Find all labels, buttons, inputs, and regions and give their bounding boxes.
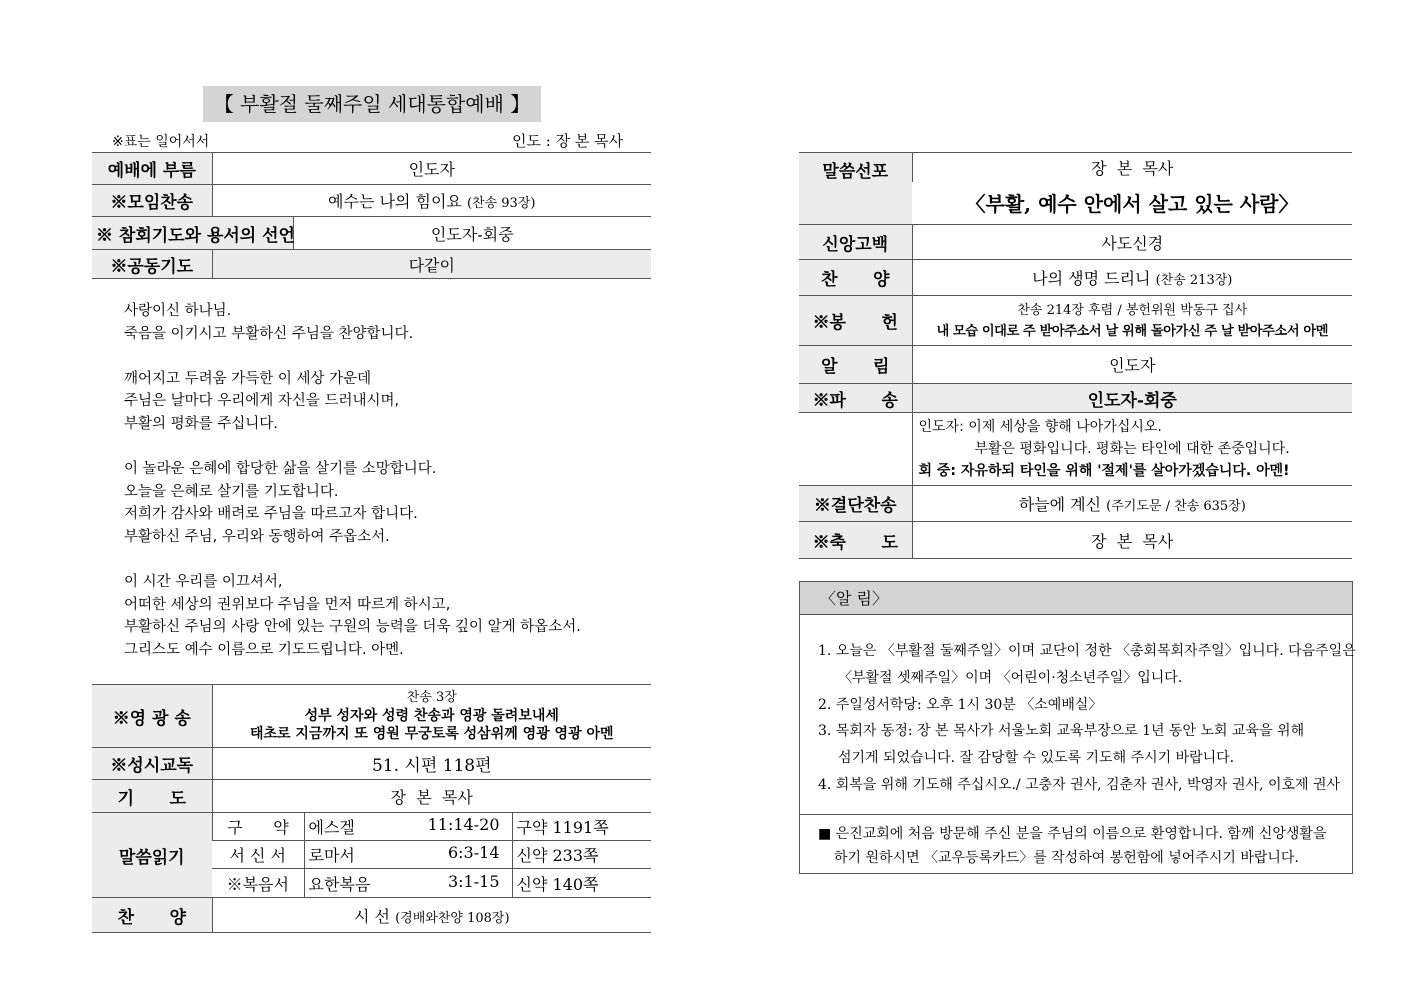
page-title: 【 부활절 둘째주일 세대통합예배 】 bbox=[203, 86, 541, 122]
row-value: 인도자 bbox=[212, 153, 651, 185]
order-row-announcements bbox=[799, 346, 1352, 384]
standing-note: ※표는 일어서서 bbox=[112, 134, 210, 150]
order-row-creed bbox=[799, 225, 1352, 260]
notice-item: 4. 회복을 위해 기도해 주십시오./ 고충자 권사, 김춘자 권사, 박영자 권사, 이호제 권사 bbox=[818, 776, 1341, 793]
row-label: ※봉 헌 bbox=[799, 296, 912, 346]
row-label: ※파 송 bbox=[799, 384, 912, 413]
prayer-line: 이 놀라운 은혜에 합당한 삶을 살기를 소망합니다. bbox=[124, 461, 437, 478]
closing-hymn-title: 하늘에 계신 bbox=[1018, 495, 1102, 514]
row-label: ※축 도 bbox=[799, 522, 912, 559]
order-row-prayer bbox=[92, 780, 651, 813]
prayer-line: 이 시간 우리를 이끄셔서, bbox=[124, 574, 283, 591]
notice-item: 섬기게 되었습니다. 잘 감당할 수 있도록 기도해 주시기 바랍니다. bbox=[838, 750, 1235, 767]
order-row-common-prayer bbox=[92, 250, 651, 279]
row-label: 알 림 bbox=[799, 346, 912, 384]
order-row-offering bbox=[799, 296, 1352, 346]
prayer-line: 부활하신 주님의 사랑 안에 있는 구원의 능력을 더욱 깊이 알게 하옵소서. bbox=[124, 619, 581, 636]
reading-page: 구약 1191쪽 bbox=[512, 813, 651, 841]
order-row-sermon bbox=[799, 153, 1352, 182]
row-label: 기 도 bbox=[92, 780, 212, 813]
row-label: ※모임찬송 bbox=[92, 185, 212, 217]
gloria-line-1: 성부 성자와 성령 찬송과 영광 돌려보내세 bbox=[304, 708, 559, 724]
row-value bbox=[912, 260, 1352, 296]
row-label: 예배에 부름 bbox=[92, 153, 212, 185]
sermon-preacher: 장 본 목사 bbox=[912, 153, 1352, 182]
gloria-hymn-number: 찬송 3장 bbox=[406, 690, 457, 705]
reading-book: 요한복음 bbox=[308, 874, 371, 894]
order-row-confession bbox=[92, 217, 651, 250]
row-label: 말씀선포 bbox=[799, 153, 912, 225]
prayer-line: 저희가 감사와 배려로 주님을 따르고자 합니다. bbox=[124, 506, 418, 523]
row-label: 신앙고백 bbox=[799, 225, 912, 260]
hymn-title: 예수는 나의 힘이요 bbox=[328, 192, 462, 211]
reading-passage bbox=[304, 869, 512, 898]
row-value: 51. 시편 118편 bbox=[212, 748, 651, 780]
reading-kind: 서 신 서 bbox=[212, 841, 304, 869]
notice-item: 〈부활절 셋째주일〉이며 〈어린이·청소년주일〉입니다. bbox=[838, 669, 1183, 686]
anthem-title: 나의 생명 드리니 bbox=[1032, 269, 1151, 288]
prayer-line: 사랑이신 하나님. bbox=[124, 303, 232, 319]
row-label: ※ 참회기도와 용서의 선언 bbox=[92, 217, 293, 250]
notice-item: 3. 목회자 동정: 장 본 목사가 서울노회 교육부장으로 1년 동안 노회 교육을 위해 bbox=[818, 723, 1305, 740]
order-row-gloria bbox=[92, 685, 651, 748]
row-value bbox=[212, 685, 651, 748]
prayer-line: 오늘을 은혜로 살기를 기도합니다. bbox=[124, 483, 339, 500]
sermon-title: 〈부활, 예수 안에서 살고 있는 사람〉 bbox=[912, 182, 1352, 225]
row-label: 말씀읽기 bbox=[92, 813, 212, 898]
notice-list bbox=[818, 638, 1356, 799]
order-row-sending bbox=[799, 384, 1352, 413]
anthem-source: (경배와찬양 108장) bbox=[395, 910, 510, 926]
reading-kind: ※복음서 bbox=[212, 869, 304, 898]
leader-line: 인도 : 장 본 목사 bbox=[512, 132, 624, 150]
order-row-benediction bbox=[799, 522, 1352, 559]
row-value: 장 본 목사 bbox=[912, 522, 1352, 559]
row-value: 사도신경 bbox=[912, 225, 1352, 260]
prayer-line: 부활의 평화를 주십니다. bbox=[124, 415, 278, 432]
notice-title: 〈알 림〉 bbox=[800, 582, 1352, 615]
gloria-line-2: 태초로 지금까지 또 영원 무궁토록 성삼위께 영광 영광 아멘 bbox=[249, 726, 614, 742]
notice-divider bbox=[800, 814, 1352, 815]
row-value bbox=[212, 898, 651, 933]
prayer-line: 그리스도 예수 이름으로 기도드립니다. 아멘. bbox=[124, 641, 404, 658]
row-value: 다같이 bbox=[212, 250, 651, 279]
prayer-line: 깨어지고 두려움 가득한 이 세상 가운데 bbox=[124, 370, 372, 387]
order-row-closing-hymn bbox=[799, 486, 1352, 522]
row-value: 인도자 bbox=[912, 346, 1352, 384]
reading-book: 로마서 bbox=[308, 846, 355, 865]
reading-passage bbox=[304, 813, 512, 841]
row-value bbox=[912, 296, 1352, 346]
row-label: ※성시교독 bbox=[92, 748, 212, 780]
row-label: ※영 광 송 bbox=[92, 685, 212, 748]
reading-book: 에스겔 bbox=[308, 818, 355, 837]
row-value: 인도자-회중 bbox=[293, 217, 651, 250]
order-row-hymn bbox=[92, 185, 651, 217]
row-value bbox=[212, 185, 651, 217]
closing-hymn-number: (주기도문 / 찬송 635장) bbox=[1106, 499, 1246, 514]
reading-passage bbox=[304, 841, 512, 869]
order-table-bottom bbox=[92, 684, 651, 933]
prayer-line: 어떠한 세상의 권위보다 주님을 먼저 따르게 하시고, bbox=[124, 596, 451, 613]
notice-box bbox=[799, 581, 1356, 874]
row-label: 찬 양 bbox=[799, 260, 912, 296]
order-table-top bbox=[92, 152, 651, 279]
row-label: ※결단찬송 bbox=[799, 486, 912, 522]
order-row-anthem bbox=[92, 898, 651, 933]
reading-page: 신약 233쪽 bbox=[512, 841, 651, 869]
hymn-number: (찬송 93장) bbox=[466, 196, 536, 211]
anthem-title: 시 선 bbox=[353, 906, 390, 926]
order-row-psalm bbox=[92, 748, 651, 780]
prayer-line: 주님은 날마다 우리에게 자신을 드러내시며, bbox=[124, 393, 400, 410]
row-label: ※공동기도 bbox=[92, 250, 212, 279]
order-table-right bbox=[799, 152, 1352, 559]
order-row-reading bbox=[92, 813, 651, 841]
row-value: 인도자-회중 bbox=[912, 384, 1352, 413]
sending-text bbox=[912, 413, 1352, 486]
notice-item: 2. 주일성서학당: 오후 1시 30분 〈소예배실〉 bbox=[818, 696, 1103, 713]
common-prayer-text bbox=[124, 300, 581, 662]
row-label: 찬 양 bbox=[92, 898, 212, 933]
welcome-line-2: 하기 원하시면 〈교우등록카드〉를 작성하여 봉헌함에 넣어주시기 바랍니다. bbox=[834, 850, 1299, 866]
welcome-message bbox=[818, 822, 1326, 870]
order-row-call bbox=[92, 153, 651, 185]
prayer-line: 죽음을 이기시고 부활하신 주님을 찬양합니다. bbox=[124, 325, 414, 342]
notice-item: 1. 오늘은 〈부활절 둘째주일〉이며 교단이 정한 〈총회목회자주일〉입니다. 다음주일은 bbox=[818, 643, 1356, 659]
row-value bbox=[912, 486, 1352, 522]
row-value: 장 본 목사 bbox=[212, 780, 651, 813]
sending-line-1: 인도자: 이제 세상을 향해 나아가십시오. bbox=[918, 419, 1162, 435]
reading-verse: 6:3-14 bbox=[447, 843, 500, 862]
anthem-number: (찬송 213장) bbox=[1155, 273, 1233, 288]
reading-verse: 11:14-20 bbox=[427, 815, 500, 834]
reading-verse: 3:1-15 bbox=[447, 871, 500, 891]
offering-line-2: 내 모습 이대로 주 받아주소서 날 위해 돌아가신 주 날 받아주소서 아멘 bbox=[936, 323, 1329, 339]
prayer-line: 부활하신 주님, 우리와 동행하여 주옵소서. bbox=[124, 528, 390, 545]
reading-kind: 구 약 bbox=[212, 813, 304, 841]
sending-line-3: 회 중: 자유하되 타인을 위해 '절제'를 살아가겠습니다. 아멘! bbox=[918, 463, 1290, 479]
order-row-anthem bbox=[799, 260, 1352, 296]
order-row-sending-text bbox=[799, 413, 1352, 486]
offering-line-1: 찬송 214장 후렴 / 봉헌위원 박동구 집사 bbox=[1017, 302, 1248, 318]
welcome-line-1: ■ 은진교회에 처음 방문해 주신 분을 주님의 이름으로 환영합니다. 함께 신앙생활을 bbox=[818, 826, 1327, 842]
sending-line-2: 부활은 평화입니다. 평화는 타인에 대한 존중입니다. bbox=[974, 441, 1290, 457]
reading-page: 신약 140쪽 bbox=[512, 869, 651, 898]
